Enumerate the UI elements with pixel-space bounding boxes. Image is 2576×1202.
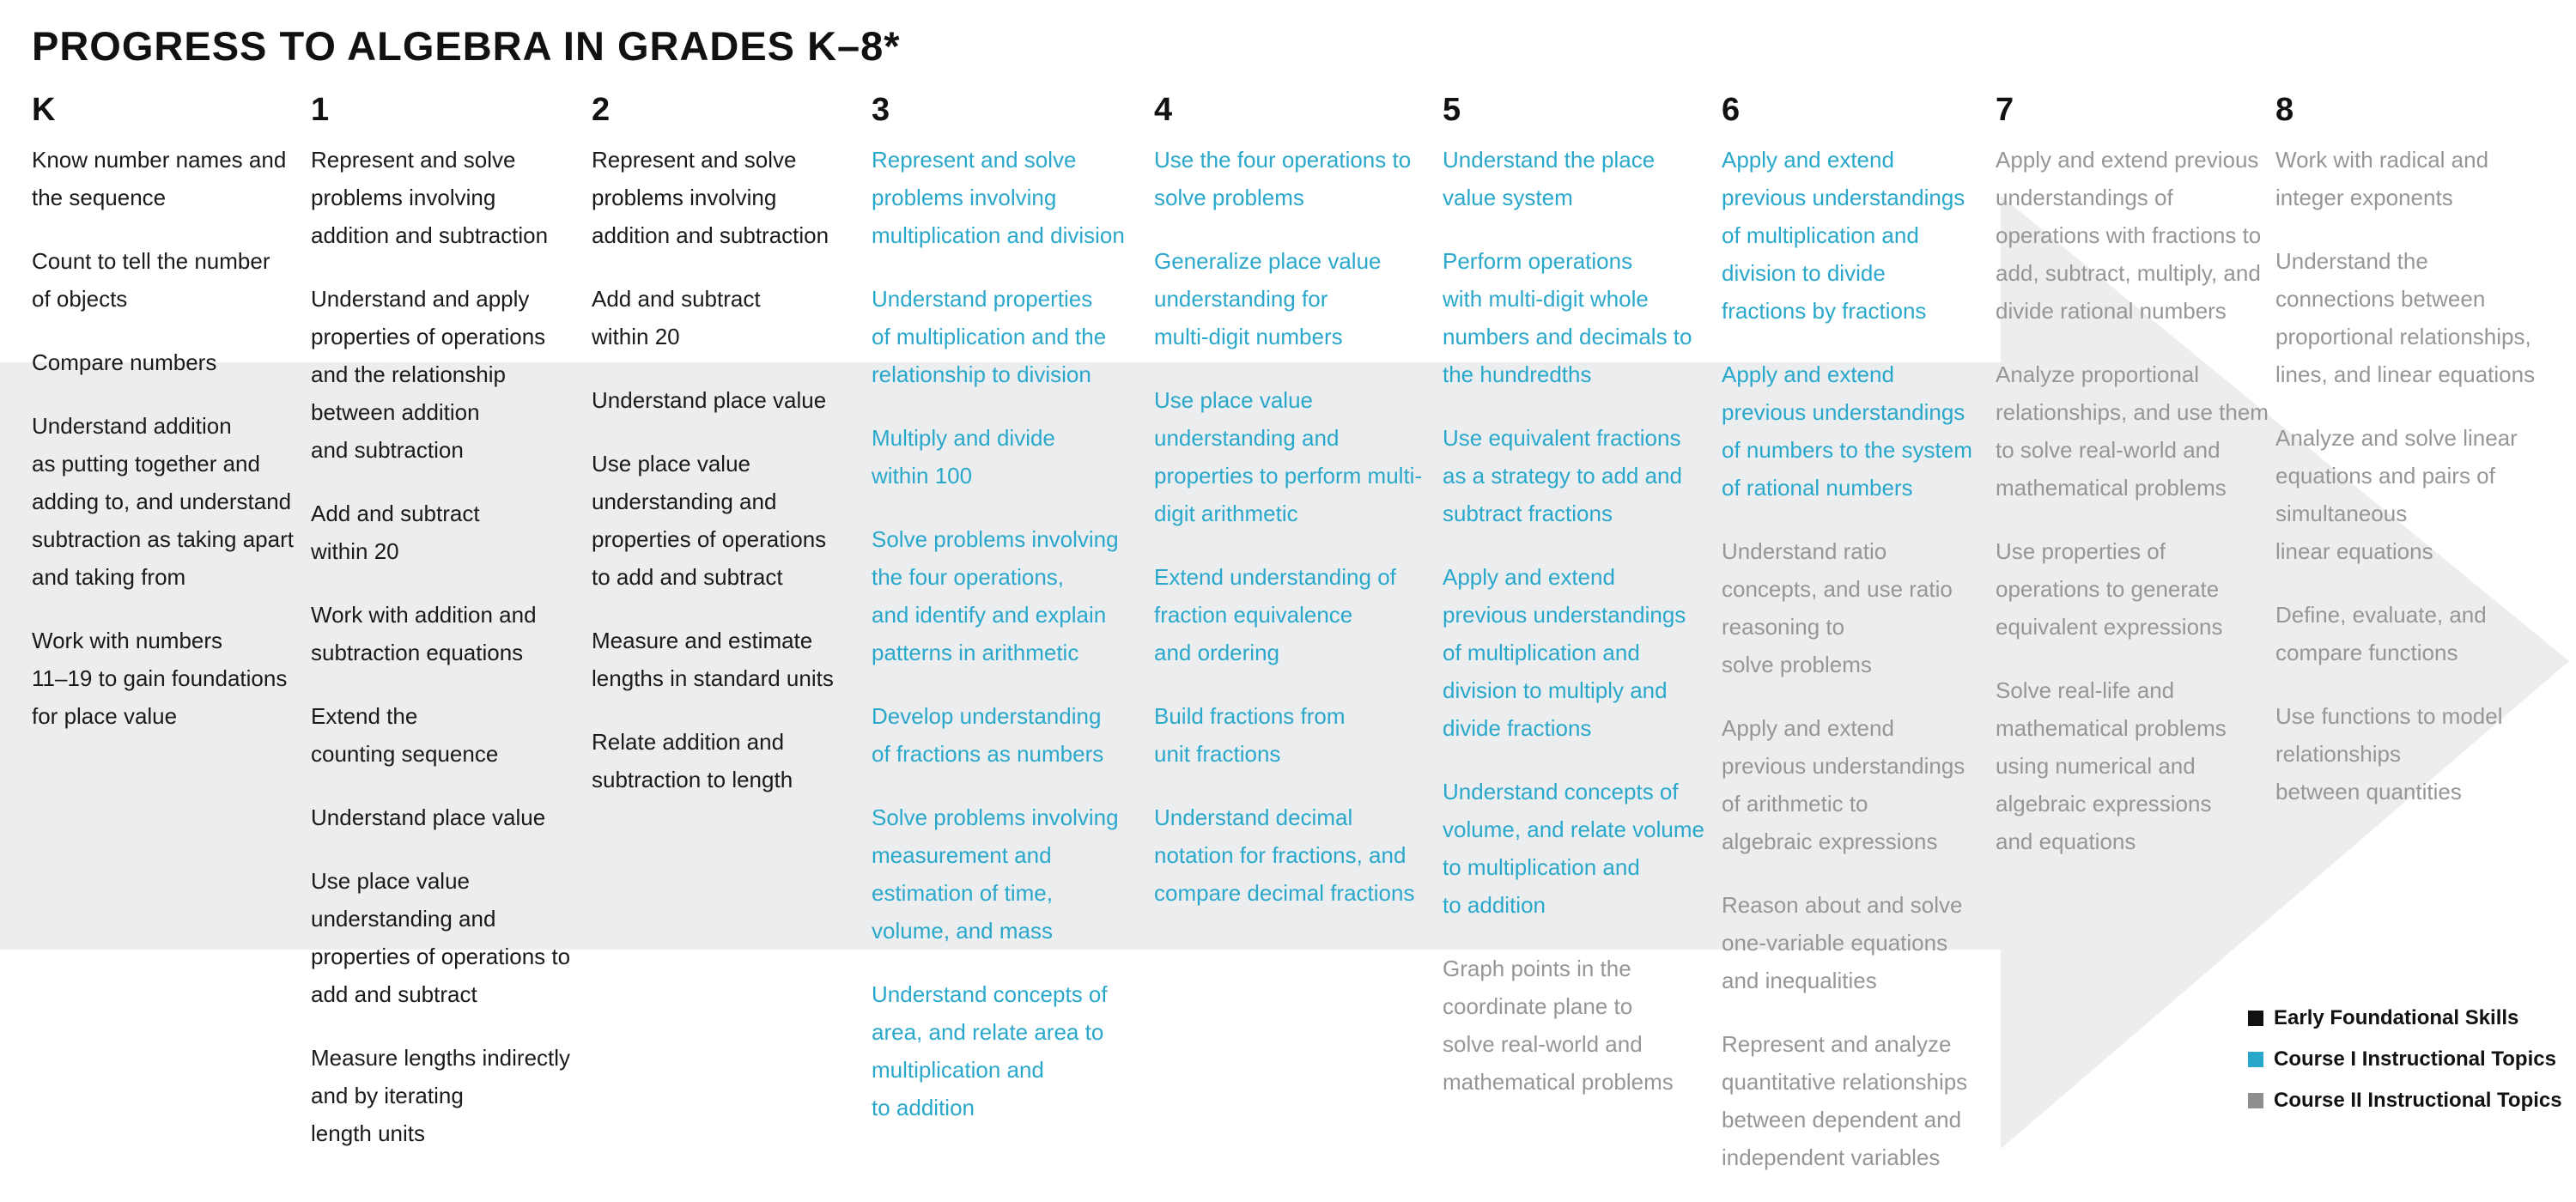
topic-item: Work with radical and integer exponents [2275, 147, 2489, 210]
topic-item: Extend understanding of fraction equivalence and ordering [1154, 564, 1396, 665]
topic-item: Understand concepts of volume, and relate volume to multiplication and to addition [1443, 779, 1704, 918]
grade-column-3 [872, 93, 1146, 1152]
grade-label: 4 [1154, 92, 1173, 128]
topic-item: Multiply and divide within 100 [872, 425, 1055, 489]
grade-label: 7 [1996, 92, 2014, 128]
topic-item: Understand addition as putting together and adding to, and understand subtraction as taking apart and taking from [32, 413, 294, 590]
topic-item: Compare numbers [32, 349, 217, 375]
topic-item: Represent and solve problems involving multiplication and division [872, 147, 1125, 248]
topic-item: Use place value understanding and properties of operations to add and subtract [592, 451, 827, 590]
grade-label: 2 [592, 92, 611, 128]
topic-item: Define, evaluate, and compare functions [2275, 602, 2487, 665]
topic-item: Add and subtract within 20 [311, 501, 480, 564]
topic-item: Apply and extend previous understandings of multiplication and division to divide fractions by fractions [1722, 147, 1965, 324]
topic-item: Use equivalent fractions as a strategy to add and subtract fractions [1443, 425, 1682, 526]
topic-item: Use place value understanding and properties of operations to add and subtract [311, 868, 571, 1007]
topic-item: Apply and extend previous understandings of numbers to the system of rational numbers [1722, 361, 1972, 501]
topic-item: Analyze proportional relationships, and use them to solve real-world and mathematical problems [1996, 361, 2269, 501]
page-title: PROGRESS TO ALGEBRA IN GRADES K–8* [32, 23, 901, 69]
topic-item: Use properties of operations to generate equivalent expressions [1996, 538, 2223, 640]
legend-item [2248, 998, 2562, 1039]
legend-swatch [2248, 1093, 2263, 1108]
legend-swatch [2248, 1011, 2263, 1026]
grade-column-5 [1443, 93, 1717, 1126]
topic-item: Use place value understanding and properties to perform multi- digit arithmetic [1154, 387, 1423, 526]
topic-item: Extend the counting sequence [311, 703, 499, 767]
topic-item: Understand place value [311, 804, 546, 830]
grade-label: 6 [1722, 92, 1741, 128]
grade-label: 8 [2275, 92, 2294, 128]
topic-item: Represent and solve problems involving addition and subtraction [592, 147, 829, 248]
topic-item: Understand ratio concepts, and use ratio reasoning to solve problems [1722, 538, 1953, 677]
grade-column-4 [1154, 93, 1437, 938]
topic-item: Relate addition and subtraction to length [592, 729, 793, 792]
topic-item: Understand place value [592, 387, 827, 413]
legend-item [2248, 1080, 2562, 1121]
topic-item: Add and subtract within 20 [592, 286, 761, 349]
topic-item: Understand the place value system [1443, 147, 1656, 210]
topic-item: Measure and estimate lengths in standard units [592, 628, 834, 691]
legend-label: Course II Instructional Topics [2274, 1089, 2562, 1112]
topic-item: Perform operations with multi-digit whole numbers and decimals to the hundredths [1443, 248, 1692, 387]
grade-label: 3 [872, 92, 890, 128]
topic-item: Work with addition and subtraction equations [311, 602, 537, 665]
topic-item: Count to tell the number of objects [32, 248, 270, 312]
grade-column-2 [592, 93, 866, 824]
grade-column-8 [2275, 93, 2550, 836]
legend-label: Course I Instructional Topics [2274, 1047, 2556, 1071]
topic-item: Understand decimal notation for fractions, and compare decimal fractions [1154, 804, 1415, 906]
topic-item: Understand the connections between proportional relationships, lines, and linear equations [2275, 248, 2536, 387]
topic-item: Solve real-life and mathematical problems using numerical and algebraic expressions and equations [1996, 677, 2227, 854]
topic-item: Graph points in the coordinate plane to solve real-world and mathematical problems [1443, 956, 1674, 1095]
grade-column-1 [311, 93, 586, 1178]
topic-item: Solve problems involving the four operations, and identify and explain patterns in arithmetic [872, 526, 1119, 665]
legend [2248, 998, 2562, 1121]
grade-column-k [32, 93, 307, 761]
topic-item: Represent and solve problems involving addition and subtraction [311, 147, 549, 248]
topic-item: Understand concepts of area, and relate area to multiplication and to addition [872, 981, 1108, 1120]
topic-item: Represent and analyze quantitative relationships between dependent and independent variables [1722, 1031, 1968, 1170]
topic-item: Analyze and solve linear equations and pairs of simultaneous linear equations [2275, 425, 2518, 564]
topic-item: Build fractions from unit fractions [1154, 703, 1346, 767]
grade-label: K [32, 92, 56, 128]
topic-item: Work with numbers 11–19 to gain foundations for place value [32, 628, 288, 729]
topic-item: Use the four operations to solve problems [1154, 147, 1412, 210]
topic-item: Develop understanding of fractions as numbers [872, 703, 1104, 767]
grade-column-7 [1996, 93, 2270, 886]
grade-label: 5 [1443, 92, 1461, 128]
topic-item: Reason about and solve one-variable equations and inequalities [1722, 892, 1963, 993]
topic-item: Apply and extend previous understandings of operations with fractions to add, subtract, multiply, and divide rational numbers [1996, 147, 2262, 324]
topic-item: Generalize place value understanding for multi-digit numbers [1154, 248, 1382, 349]
topic-item: Apply and extend previous understandings of arithmetic to algebraic expressions [1722, 715, 1965, 854]
topic-item: Apply and extend previous understandings of multiplication and division to multiply and divide fractions [1443, 564, 1686, 741]
legend-label: Early Foundational Skills [2274, 1006, 2519, 1029]
topic-item: Measure lengths indirectly and by iterating length units [311, 1045, 571, 1146]
topic-item: Use functions to model relationships between quantities [2275, 703, 2503, 804]
legend-swatch [2248, 1052, 2263, 1067]
topic-item: Know number names and the sequence [32, 147, 287, 210]
grade-column-6 [1722, 93, 1992, 1202]
legend-item [2248, 1039, 2562, 1080]
grade-label: 1 [311, 92, 330, 128]
topic-item: Understand and apply properties of operations and the relationship between addition and subtraction [311, 286, 546, 463]
topic-item: Understand properties of multiplication and the relationship to division [872, 286, 1107, 387]
topic-item: Solve problems involving measurement and estimation of time, volume, and mass [872, 804, 1119, 944]
